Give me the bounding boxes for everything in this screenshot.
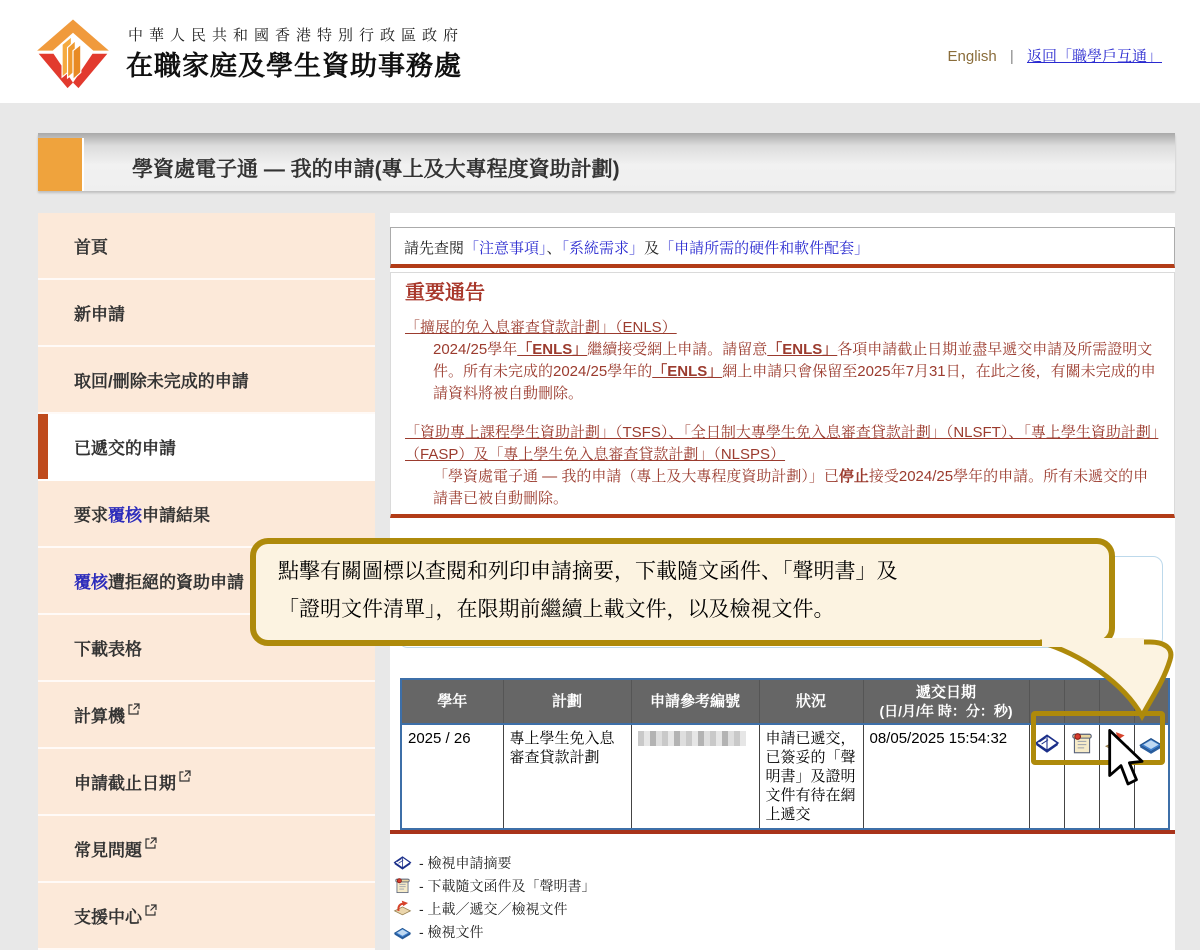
sidebar-item-label-highlight: 覆核: [108, 506, 142, 525]
col-header-year: 學年: [401, 679, 503, 724]
callout-tooltip: [250, 538, 1115, 646]
sidebar-item-submitted-applications[interactable]: [38, 414, 375, 481]
system-requirements-link[interactable]: 「系統需求」: [561, 240, 645, 257]
points-to-note-link[interactable]: 「注意事項」: [464, 240, 547, 257]
notice-text: 、: [546, 240, 562, 257]
sidebar-item-label-highlight: 覆核: [74, 573, 108, 592]
sidebar-item-label: 已遞交的申請: [74, 439, 176, 458]
sidebar-item-label: 支援中心: [74, 908, 142, 927]
sidebar-item-label: 新申請: [74, 305, 125, 324]
legend-item-view-docs: [393, 920, 596, 943]
scanner-icon: [393, 922, 412, 941]
legend-item-upload: [393, 897, 596, 920]
external-link-icon: [128, 703, 140, 715]
legend-item-download-letter: [393, 874, 596, 897]
sidebar-item-label: 申請截止日期: [74, 774, 176, 793]
col-header-status: 狀況: [759, 679, 863, 724]
enls-notice-paragraph: [433, 339, 1160, 405]
hardware-software-link[interactable]: 「申請所需的硬件和軟件配套」: [659, 240, 870, 257]
agency-logo-icon: [34, 10, 112, 96]
notice-text: 「學資處電子通 — 我的申請（專上及大專程度資助計劃）」已: [433, 468, 839, 485]
external-link-icon: [145, 837, 157, 849]
important-notice-section: [390, 272, 1175, 518]
sidebar-item-label: 遭拒絕的資助申請: [108, 573, 244, 592]
other-schemes-link[interactable]: 「資助專上課程學生資助計劃」（TSFS）、「全日制大專學生免入息審查貸款計劃」（NLSFT）、「專上學生資助計劃」（FASP）及「專上學生免入息審查貸款計劃」（NLSPS）: [405, 424, 1159, 463]
cell-submit-date: 08/05/2025 15:54:32: [863, 724, 1029, 829]
cell-ref-number: [631, 724, 759, 829]
legend-label: - 下載隨文函件及「聲明書」: [419, 877, 596, 894]
gov-line: 中華人民共和國香港特別行政區政府: [128, 27, 465, 44]
ref-number-redacted: [638, 731, 746, 746]
precheck-notice-bar: [390, 227, 1175, 268]
col-header-date: [863, 679, 1029, 724]
icon-legend: [393, 851, 596, 943]
notice-text: 各項申請截止日期並盡早遞交申請及所需證明文件。所有未完成的2024/25學年的: [433, 341, 1153, 380]
sidebar-item-application-deadlines[interactable]: [38, 749, 375, 816]
upload-icon: [393, 899, 412, 918]
sidebar-item-retrieve-delete[interactable]: [38, 347, 375, 414]
sidebar-item-label: 常見問題: [74, 841, 142, 860]
scroll-icon: [393, 876, 412, 895]
book-icon: [393, 853, 412, 872]
notice-text: 接受2024/25學年的申請。所有未遞交的申請書已被自動刪除。: [433, 468, 1149, 507]
notice-text: 網上申請只會保留至2025年7月31日，在此之後，有關未完成的申請資料將被自動刪除。: [433, 363, 1156, 402]
notice-text: 繼續接受網上申請。請留意: [587, 341, 768, 358]
notice-text: 2024/25學年: [433, 341, 518, 358]
title-accent-square: [38, 138, 84, 191]
legend-item-view-summary: [393, 851, 596, 874]
cell-scheme: 專上學生免入息審查貸款計劃: [503, 724, 631, 829]
sidebar-item-label: 下載表格: [74, 640, 142, 659]
dept-name: 在職家庭及學生資助事務處: [126, 51, 462, 81]
sidebar-item-calculator[interactable]: [38, 682, 375, 749]
top-links: [948, 45, 1162, 66]
enls-scheme-link[interactable]: 「擴展的免入息審查貸款計劃」（ENLS）: [405, 319, 677, 336]
page-title-bar: [38, 133, 1175, 191]
site-header: [0, 0, 1200, 103]
callout-tail: [1020, 638, 1190, 722]
col-header-ref: 申請參考編號: [631, 679, 759, 724]
section-divider: [390, 830, 1175, 834]
page-title: 學資處電子通 — 我的申請(專上及大專程度資助計劃): [132, 158, 620, 181]
sidebar-item-new-application[interactable]: [38, 280, 375, 347]
other-schemes-paragraph: [433, 466, 1160, 510]
legend-label: - 檢視文件: [419, 923, 484, 940]
sidebar-item-home[interactable]: [38, 213, 375, 280]
important-notice-heading: 重要通告: [405, 282, 485, 304]
english-link[interactable]: English: [947, 48, 997, 65]
cell-year: 2025 / 26: [401, 724, 503, 829]
return-portal-link[interactable]: 返回「職學戶互通」: [1026, 48, 1162, 65]
notice-text: 請先查閱: [404, 240, 465, 257]
external-link-icon: [145, 904, 157, 916]
sidebar-item-label: 首頁: [74, 238, 108, 257]
sidebar-item-label: 申請結果: [142, 506, 210, 525]
sidebar-item-label: 要求: [74, 506, 108, 525]
col-header-date-main: 遞交日期: [915, 683, 976, 701]
col-header-scheme: 計劃: [503, 679, 631, 724]
tooltip-text-line1: 點擊有關圖標以查閱和列印申請摘要，下載隨文函件、「聲明書」及: [278, 560, 898, 583]
enls-inline-link[interactable]: 「ENLS」: [767, 341, 838, 358]
sidebar-item-label: 計算機: [74, 707, 125, 726]
notice-text: 及: [644, 240, 660, 257]
sidebar-item-label: 取回/刪除未完成的申請: [74, 372, 249, 391]
enls-inline-link[interactable]: 「ENLS」: [517, 341, 588, 358]
mouse-cursor-icon: [1105, 729, 1151, 791]
legend-label: - 上載／遞交／檢視文件: [419, 900, 568, 917]
external-link-icon: [179, 770, 191, 782]
notice-text-bold: 停止: [838, 468, 869, 485]
sidebar-item-support-centre[interactable]: [38, 883, 375, 950]
enls-inline-link[interactable]: 「ENLS」: [652, 363, 723, 380]
cell-status: 申請已遞交，已簽妥的「聲明書」及證明文件有待在網上遞交: [759, 724, 863, 829]
legend-label: - 檢視申請摘要: [419, 854, 512, 871]
tooltip-text-line2: 「證明文件清單」，在限期前繼續上載文件，以及檢視文件。: [278, 598, 835, 621]
col-header-date-format: (日/月/年 時：分：秒): [879, 702, 1013, 719]
link-separator: |: [1009, 48, 1014, 65]
sidebar-item-faq[interactable]: [38, 816, 375, 883]
